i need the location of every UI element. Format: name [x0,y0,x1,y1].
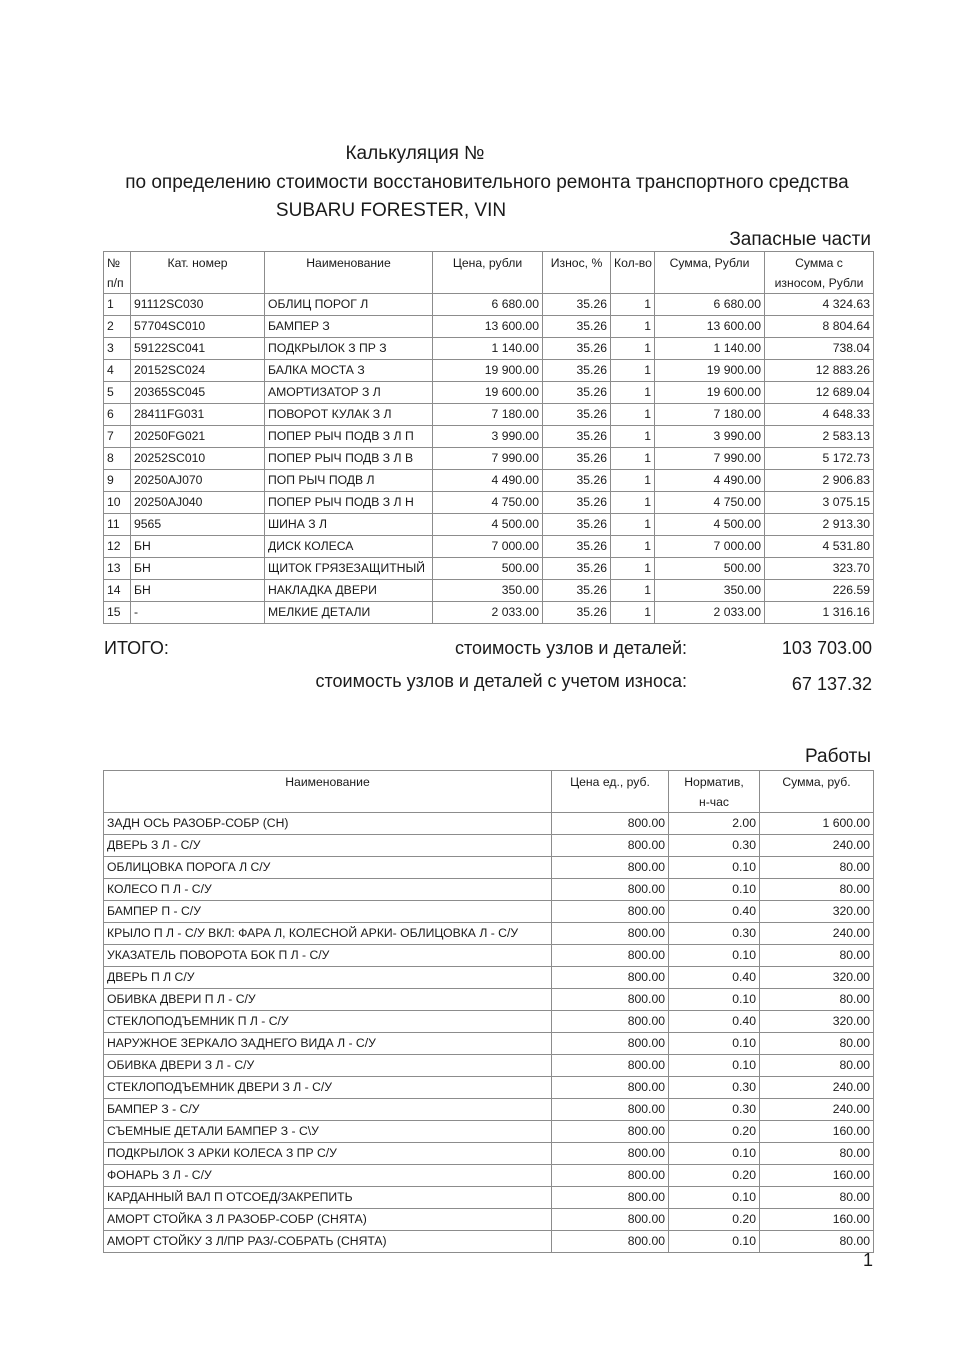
cell-work-name: БАМПЕР П - С/У [104,901,552,923]
cell-price: 500.00 [433,558,543,580]
works-table-row [104,1165,874,1187]
cell-name: МЕЛКИЕ ДЕТАЛИ [265,602,433,624]
works-table-row [104,857,874,879]
parts-table-row [104,492,874,514]
cell-work-norm: 0.10 [669,879,760,901]
cell-work-price: 800.00 [552,813,669,835]
col-cat: Кат. номер [131,252,265,294]
cell-n: 13 [104,558,131,580]
col-work-norm: Норматив, н-час [669,771,760,813]
cell-work-name: КОЛЕСО П Л - С/У [104,879,552,901]
works-header-row [104,771,874,813]
cell-sum: 7 180.00 [655,404,765,426]
cell-work-norm: 0.10 [669,1033,760,1055]
cell-cat: 20250AJ070 [131,470,265,492]
cell-work-sum: 80.00 [760,1187,874,1209]
works-table-row [104,1033,874,1055]
cell-work-price: 800.00 [552,879,669,901]
cell-work-sum: 80.00 [760,1055,874,1077]
col-work-name: Наименование [104,771,552,813]
works-table-row [104,1011,874,1033]
cell-work-price: 800.00 [552,835,669,857]
cell-sum-wear: 3 075.15 [765,492,874,514]
cell-work-sum: 80.00 [760,1033,874,1055]
cell-wear: 35.26 [543,360,611,382]
works-table-row [104,901,874,923]
cell-work-norm: 0.20 [669,1165,760,1187]
cell-work-sum: 160.00 [760,1121,874,1143]
cell-sum: 13 600.00 [655,316,765,338]
cell-price: 2 033.00 [433,602,543,624]
cell-work-name: ЗАДН ОСЬ РАЗОБР-СОБР (СН) [104,813,552,835]
cell-work-norm: 0.30 [669,1077,760,1099]
cell-sum: 4 750.00 [655,492,765,514]
works-table-row [104,1077,874,1099]
totals-label: ИТОГО: [104,638,169,658]
cell-wear: 35.26 [543,492,611,514]
cell-work-sum: 80.00 [760,1231,874,1253]
cell-work-norm: 0.10 [669,1231,760,1253]
works-table-row [104,923,874,945]
cell-name: ПОВОРОТ КУЛАК З Л [265,404,433,426]
cell-work-price: 800.00 [552,989,669,1011]
cell-wear: 35.26 [543,316,611,338]
cell-work-price: 800.00 [552,1209,669,1231]
cell-work-sum: 320.00 [760,1011,874,1033]
cell-wear: 35.26 [543,558,611,580]
cell-name: ПОПЕР РЫЧ ПОДВ З Л П [265,426,433,448]
cell-price: 13 600.00 [433,316,543,338]
cell-n: 7 [104,426,131,448]
works-table-row [104,1187,874,1209]
cell-n: 1 [104,294,131,316]
cell-work-sum: 1 600.00 [760,813,874,835]
cell-work-name: ДВЕРЬ П Л С/У [104,967,552,989]
cell-sum: 1 140.00 [655,338,765,360]
cell-sum: 19 600.00 [655,382,765,404]
cell-qty: 1 [611,382,655,404]
cell-work-name: ФОНАРЬ З Л - С/У [104,1165,552,1187]
parts-table-row [104,338,874,360]
cell-sum: 500.00 [655,558,765,580]
cell-price: 4 490.00 [433,470,543,492]
cell-price: 4 750.00 [433,492,543,514]
cell-n: 9 [104,470,131,492]
cell-name: ПОПЕР РЫЧ ПОДВ З Л В [265,448,433,470]
cell-cat: 59122SC041 [131,338,265,360]
cell-work-price: 800.00 [552,857,669,879]
cell-work-sum: 240.00 [760,1099,874,1121]
cell-work-sum: 320.00 [760,967,874,989]
col-work-price: Цена ед., руб. [552,771,669,813]
cell-sum-wear: 4 324.63 [765,294,874,316]
cell-work-price: 800.00 [552,1011,669,1033]
cell-price: 7 000.00 [433,536,543,558]
cell-name: ПОДКРЫЛОК З ПР З [265,338,433,360]
works-table-row [104,945,874,967]
cell-work-name: АМОРТ СТОЙКА З Л РАЗОБР-СОБР (СНЯТА) [104,1209,552,1231]
cell-sum-wear: 738.04 [765,338,874,360]
cell-price: 4 500.00 [433,514,543,536]
cell-price: 1 140.00 [433,338,543,360]
parts-cost-label: стоимость узлов и деталей: [454,638,687,658]
cell-wear: 35.26 [543,382,611,404]
cell-work-sum: 240.00 [760,1077,874,1099]
cell-work-sum: 80.00 [760,989,874,1011]
cell-work-sum: 160.00 [760,1209,874,1231]
cell-cat: БН [131,580,265,602]
cell-wear: 35.26 [543,426,611,448]
cell-price: 350.00 [433,580,543,602]
cell-work-norm: 0.40 [669,901,760,923]
cell-work-price: 800.00 [552,1187,669,1209]
col-wear: Износ, % [543,252,611,294]
cell-price: 3 990.00 [433,426,543,448]
cell-cat: 20252SC010 [131,448,265,470]
cell-cat: 20152SC024 [131,360,265,382]
cell-name: ШИНА З Л [265,514,433,536]
cell-cat: 20250FG021 [131,426,265,448]
cell-sum: 4 490.00 [655,470,765,492]
cell-work-norm: 0.10 [669,945,760,967]
col-qty: Кол-во [611,252,655,294]
col-num: № п/п [104,252,131,294]
cell-work-price: 800.00 [552,1099,669,1121]
cell-work-price: 800.00 [552,1121,669,1143]
works-section-label: Работы [805,746,871,767]
cell-sum: 7 000.00 [655,536,765,558]
cell-work-name: НАРУЖНОЕ ЗЕРКАЛО ЗАДНЕГО ВИДА Л - С/У [104,1033,552,1055]
cell-price: 7 180.00 [433,404,543,426]
cell-price: 7 990.00 [433,448,543,470]
cell-qty: 1 [611,558,655,580]
cell-n: 5 [104,382,131,404]
cell-qty: 1 [611,404,655,426]
cell-wear: 35.26 [543,294,611,316]
cell-work-norm: 0.20 [669,1121,760,1143]
cell-n: 12 [104,536,131,558]
cell-work-sum: 80.00 [760,879,874,901]
cell-cat: БН [131,558,265,580]
col-price: Цена, рубли [433,252,543,294]
works-table-row [104,1099,874,1121]
cell-work-name: ОБИВКА ДВЕРИ П Л - С/У [104,989,552,1011]
cell-work-norm: 0.30 [669,835,760,857]
cell-work-norm: 0.20 [669,1209,760,1231]
cell-wear: 35.26 [543,404,611,426]
cell-qty: 1 [611,338,655,360]
cell-work-norm: 0.30 [669,923,760,945]
cell-sum-wear: 4 531.80 [765,536,874,558]
works-table-row [104,967,874,989]
cell-name: БАЛКА МОСТА З [265,360,433,382]
works-table-row [104,879,874,901]
cell-work-price: 800.00 [552,1077,669,1099]
cell-name: ПОП РЫЧ ПОДВ Л [265,470,433,492]
cell-n: 11 [104,514,131,536]
cell-qty: 1 [611,360,655,382]
cell-sum-wear: 2 583.13 [765,426,874,448]
cell-wear: 35.26 [543,602,611,624]
col-work-sum: Сумма, руб. [760,771,874,813]
cell-work-price: 800.00 [552,1231,669,1253]
parts-table [103,251,874,624]
cell-work-sum: 80.00 [760,945,874,967]
works-table-row [104,813,874,835]
parts-table-row [104,514,874,536]
works-table-row [104,1209,874,1231]
cell-sum-wear: 226.59 [765,580,874,602]
cell-cat: 57704SC010 [131,316,265,338]
cell-work-price: 800.00 [552,1143,669,1165]
cell-sum-wear: 2 913.30 [765,514,874,536]
cell-name: ДИСК КОЛЕСА [265,536,433,558]
col-sum: Сумма, Рубли [655,252,765,294]
cell-price: 19 600.00 [433,382,543,404]
cell-work-sum: 160.00 [760,1165,874,1187]
cell-sum-wear: 1 316.16 [765,602,874,624]
cell-qty: 1 [611,602,655,624]
cell-n: 14 [104,580,131,602]
cell-cat: 20250AJ040 [131,492,265,514]
parts-table-row [104,580,874,602]
cell-name: ОБЛИЦ ПОРОГ Л [265,294,433,316]
cell-n: 8 [104,448,131,470]
col-name: Наименование [265,252,433,294]
vehicle-label: SUBARU FORESTER, VIN [275,200,507,221]
cell-wear: 35.26 [543,338,611,360]
cell-qty: 1 [611,316,655,338]
cell-work-price: 800.00 [552,1165,669,1187]
cell-wear: 35.26 [543,580,611,602]
cell-cat: - [131,602,265,624]
cell-wear: 35.26 [543,514,611,536]
cell-work-name: КАРДАННЫЙ ВАЛ П ОТСОЕД/ЗАКРЕПИТЬ [104,1187,552,1209]
cell-work-price: 800.00 [552,923,669,945]
cell-sum-wear: 4 648.33 [765,404,874,426]
cell-sum: 7 990.00 [655,448,765,470]
cell-work-name: СЪЕМНЫЕ ДЕТАЛИ БАМПЕР З - С\У [104,1121,552,1143]
page-number: 1 [862,1250,873,1270]
cell-work-price: 800.00 [552,945,669,967]
cell-name: АМОРТИЗАТОР З Л [265,382,433,404]
cell-sum: 2 033.00 [655,602,765,624]
works-table-row [104,1055,874,1077]
cell-qty: 1 [611,492,655,514]
cell-name: ПОПЕР РЫЧ ПОДВ З Л Н [265,492,433,514]
cell-sum-wear: 2 906.83 [765,470,874,492]
parts-table-row [104,294,874,316]
parts-table-row [104,360,874,382]
document-title: Калькуляция № [345,143,485,164]
cell-work-name: СТЕКЛОПОДЪЕМНИК ДВЕРИ З Л - С/У [104,1077,552,1099]
cell-n: 4 [104,360,131,382]
cell-wear: 35.26 [543,470,611,492]
cell-n: 6 [104,404,131,426]
cell-sum-wear: 12 689.04 [765,382,874,404]
cell-n: 2 [104,316,131,338]
parts-table-row [104,470,874,492]
cell-name: БАМПЕР З [265,316,433,338]
cell-qty: 1 [611,426,655,448]
cell-wear: 35.26 [543,536,611,558]
cell-work-name: УКАЗАТЕЛЬ ПОВОРОТА БОК П Л - С/У [104,945,552,967]
cell-work-sum: 80.00 [760,1143,874,1165]
cell-sum-wear: 5 172.73 [765,448,874,470]
cell-work-norm: 0.40 [669,1011,760,1033]
parts-table-row [104,316,874,338]
cell-work-name: КРЫЛО П Л - С/У ВКЛ: ФАРА Л, КОЛЕСНОЙ АРКИ- ОБЛИЦОВКА Л - С/У [104,923,552,945]
cell-name: НАКЛАДКА ДВЕРИ [265,580,433,602]
cell-work-sum: 240.00 [760,923,874,945]
cell-work-norm: 0.10 [669,989,760,1011]
works-table-row [104,1121,874,1143]
parts-table-row [104,426,874,448]
col-sum-wear: Сумма с износом, Рубли [765,252,874,294]
parts-table-row [104,536,874,558]
cell-work-sum: 320.00 [760,901,874,923]
parts-table-row [104,382,874,404]
parts-cost-value: 103 703.00 [781,638,872,658]
cell-sum: 3 990.00 [655,426,765,448]
cell-cat: БН [131,536,265,558]
cell-sum: 6 680.00 [655,294,765,316]
cell-name: ЩИТОК ГРЯЗЕЗАЩИТНЫЙ [265,558,433,580]
cell-sum: 19 900.00 [655,360,765,382]
parts-section-label: Запасные части [729,229,871,250]
cell-qty: 1 [611,536,655,558]
parts-table-row [104,602,874,624]
cell-work-name: БАМПЕР З - С/У [104,1099,552,1121]
cell-work-norm: 0.10 [669,1055,760,1077]
cell-work-name: ОБЛИЦОВКА ПОРОГА Л С/У [104,857,552,879]
cell-cat: 28411FG031 [131,404,265,426]
cell-work-price: 800.00 [552,901,669,923]
cell-work-name: ДВЕРЬ З Л - С/У [104,835,552,857]
cell-work-norm: 0.40 [669,967,760,989]
cell-price: 19 900.00 [433,360,543,382]
works-table-row [104,989,874,1011]
cell-qty: 1 [611,514,655,536]
cell-work-name: СТЕКЛОПОДЪЕМНИК П Л - С/У [104,1011,552,1033]
parts-table-row [104,558,874,580]
parts-table-row [104,448,874,470]
cell-qty: 1 [611,580,655,602]
parts-cost-wear-label: стоимость узлов и деталей с учетом износа: [315,671,687,691]
cell-wear: 35.26 [543,448,611,470]
cell-work-price: 800.00 [552,1033,669,1055]
works-table [103,770,874,1253]
cell-sum: 350.00 [655,580,765,602]
cell-work-name: АМОРТ СТОЙКУ З Л/ПР РАЗ/-СОБРАТЬ (СНЯТА) [104,1231,552,1253]
cell-work-name: ПОДКРЫЛОК З АРКИ КОЛЕСА З ПР С/У [104,1143,552,1165]
cell-cat: 9565 [131,514,265,536]
cell-work-norm: 0.30 [669,1099,760,1121]
parts-cost-wear-value: 67 137.32 [791,674,872,694]
parts-table-row [104,404,874,426]
works-table-row [104,835,874,857]
works-table-row [104,1231,874,1253]
cell-work-price: 800.00 [552,967,669,989]
cell-cat: 91112SC030 [131,294,265,316]
parts-header-row [104,252,874,294]
cell-qty: 1 [611,448,655,470]
cell-n: 15 [104,602,131,624]
cell-price: 6 680.00 [433,294,543,316]
cell-work-norm: 0.10 [669,1143,760,1165]
cell-work-name: ОБИВКА ДВЕРИ З Л - С/У [104,1055,552,1077]
cell-cat: 20365SC045 [131,382,265,404]
cell-n: 3 [104,338,131,360]
cell-work-norm: 0.10 [669,1187,760,1209]
cell-work-sum: 240.00 [760,835,874,857]
document-subtitle: по определению стоимости восстановительного ремонта транспортного средства [125,172,849,193]
cell-qty: 1 [611,470,655,492]
cell-work-price: 800.00 [552,1055,669,1077]
cell-sum: 4 500.00 [655,514,765,536]
cell-sum-wear: 8 804.64 [765,316,874,338]
cell-qty: 1 [611,294,655,316]
cell-sum-wear: 12 883.26 [765,360,874,382]
works-table-row [104,1143,874,1165]
cell-sum-wear: 323.70 [765,558,874,580]
cell-work-sum: 80.00 [760,857,874,879]
cell-work-norm: 0.10 [669,857,760,879]
cell-n: 10 [104,492,131,514]
cell-work-norm: 2.00 [669,813,760,835]
